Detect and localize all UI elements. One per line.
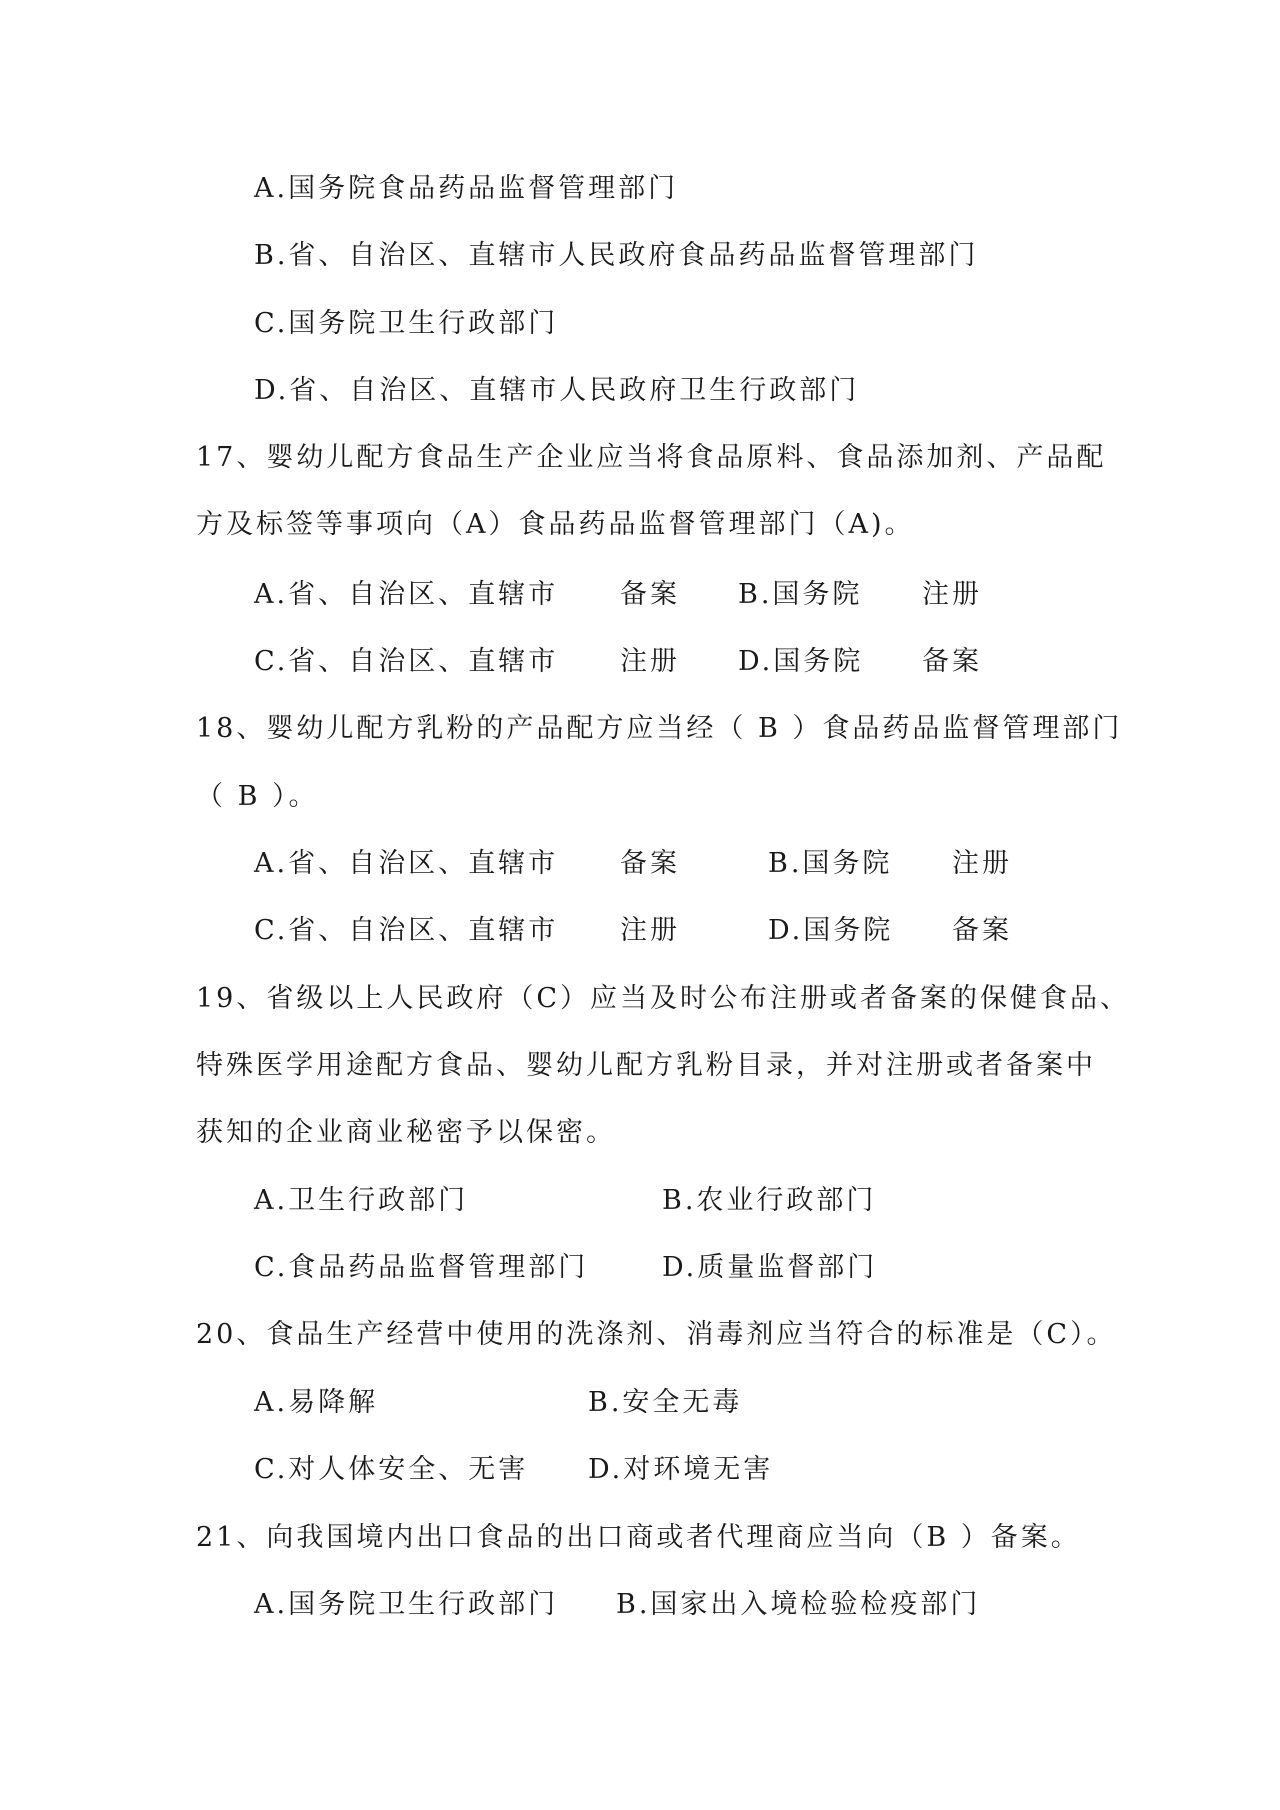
q18-option-d-action: 备案: [952, 915, 1012, 946]
q20-options-row-2: [0, 1453, 1280, 1487]
q21-text-line1: 21、向我国境内出口食品的出口商或者代理商应当向（B ）备案。: [196, 1522, 1081, 1553]
q19-option-a: A.卫生行政部门: [254, 1185, 469, 1216]
q21-option-a: A.国务院卫生行政部门: [254, 1589, 559, 1620]
q17-option-b: B.国务院: [738, 579, 863, 610]
q16-option-c: C.国务院卫生行政部门: [254, 308, 559, 339]
q18-option-c-action: 注册: [620, 915, 680, 946]
q19-option-b: B.农业行政部门: [662, 1185, 877, 1216]
q21-option-b: B.国家出入境检验检疫部门: [616, 1589, 981, 1620]
q20-option-c: C.对人体安全、无害: [254, 1454, 529, 1485]
q19-text-line2: 特殊医学用途配方食品、婴幼儿配方乳粉目录，并对注册或者备案中: [196, 1050, 1096, 1081]
q21-options-row-1: [0, 1588, 1280, 1622]
q20-text-line1: 20、食品生产经营中使用的洗涤剂、消毒剂应当符合的标准是（C）。: [196, 1319, 1117, 1350]
q18-option-b: B.国务院: [768, 848, 893, 879]
q20-option-d: D.对环境无害: [588, 1454, 774, 1485]
q19-options-row-1: [0, 1184, 1280, 1218]
q17-option-b-action: 注册: [922, 579, 982, 610]
q18-option-d: D.国务院: [768, 915, 894, 946]
q19-option-c: C.食品药品监督管理部门: [254, 1252, 589, 1283]
q17-option-a-action: 备案: [620, 579, 680, 610]
q17-option-a: A.省、自治区、直辖市: [254, 579, 559, 610]
q18-option-b-action: 注册: [952, 848, 1012, 879]
q18-options-row-1: [0, 847, 1280, 881]
q19-text-line1: 19、省级以上人民政府（C）应当及时公布注册或者备案的保健食品、: [196, 983, 1131, 1014]
q17-option-c-action: 注册: [620, 646, 680, 677]
q17-option-d: D.国务院: [738, 646, 864, 677]
q20-options-row-1: [0, 1386, 1280, 1420]
q18-option-c: C.省、自治区、直辖市: [254, 915, 559, 946]
q19-text-line3: 获知的企业商业秘密予以保密。: [196, 1117, 616, 1148]
q20-option-b: B.安全无毒: [588, 1387, 743, 1418]
q17-option-d-action: 备案: [922, 646, 982, 677]
q16-option-a: A.国务院食品药品监督管理部门: [254, 173, 679, 204]
q16-option-b: B.省、自治区、直辖市人民政府食品药品监督管理部门: [254, 240, 979, 271]
q18-text-line2: （ B ）。: [196, 781, 319, 812]
q17-options-row-1: [0, 578, 1280, 612]
q17-option-c: C.省、自治区、直辖市: [254, 646, 559, 677]
q17-text-line2: 方及标签等事项向（A）食品药品监督管理部门（A)。: [196, 509, 915, 540]
q17-options-row-2: [0, 645, 1280, 679]
q19-options-row-2: [0, 1251, 1280, 1285]
q16-option-d: D.省、自治区、直辖市人民政府卫生行政部门: [254, 375, 860, 406]
q18-text-line1: 18、婴幼儿配方乳粉的产品配方应当经（ B ）食品药品监督管理部门: [196, 713, 1123, 744]
q18-option-a: A.省、自治区、直辖市: [254, 848, 559, 879]
q18-option-a-action: 备案: [620, 848, 680, 879]
q18-options-row-2: [0, 914, 1280, 948]
q17-text-line1: 17、婴幼儿配方食品生产企业应当将食品原料、食品添加剂、产品配: [196, 442, 1107, 473]
q19-option-d: D.质量监督部门: [662, 1252, 878, 1283]
q20-option-a: A.易降解: [254, 1387, 379, 1418]
